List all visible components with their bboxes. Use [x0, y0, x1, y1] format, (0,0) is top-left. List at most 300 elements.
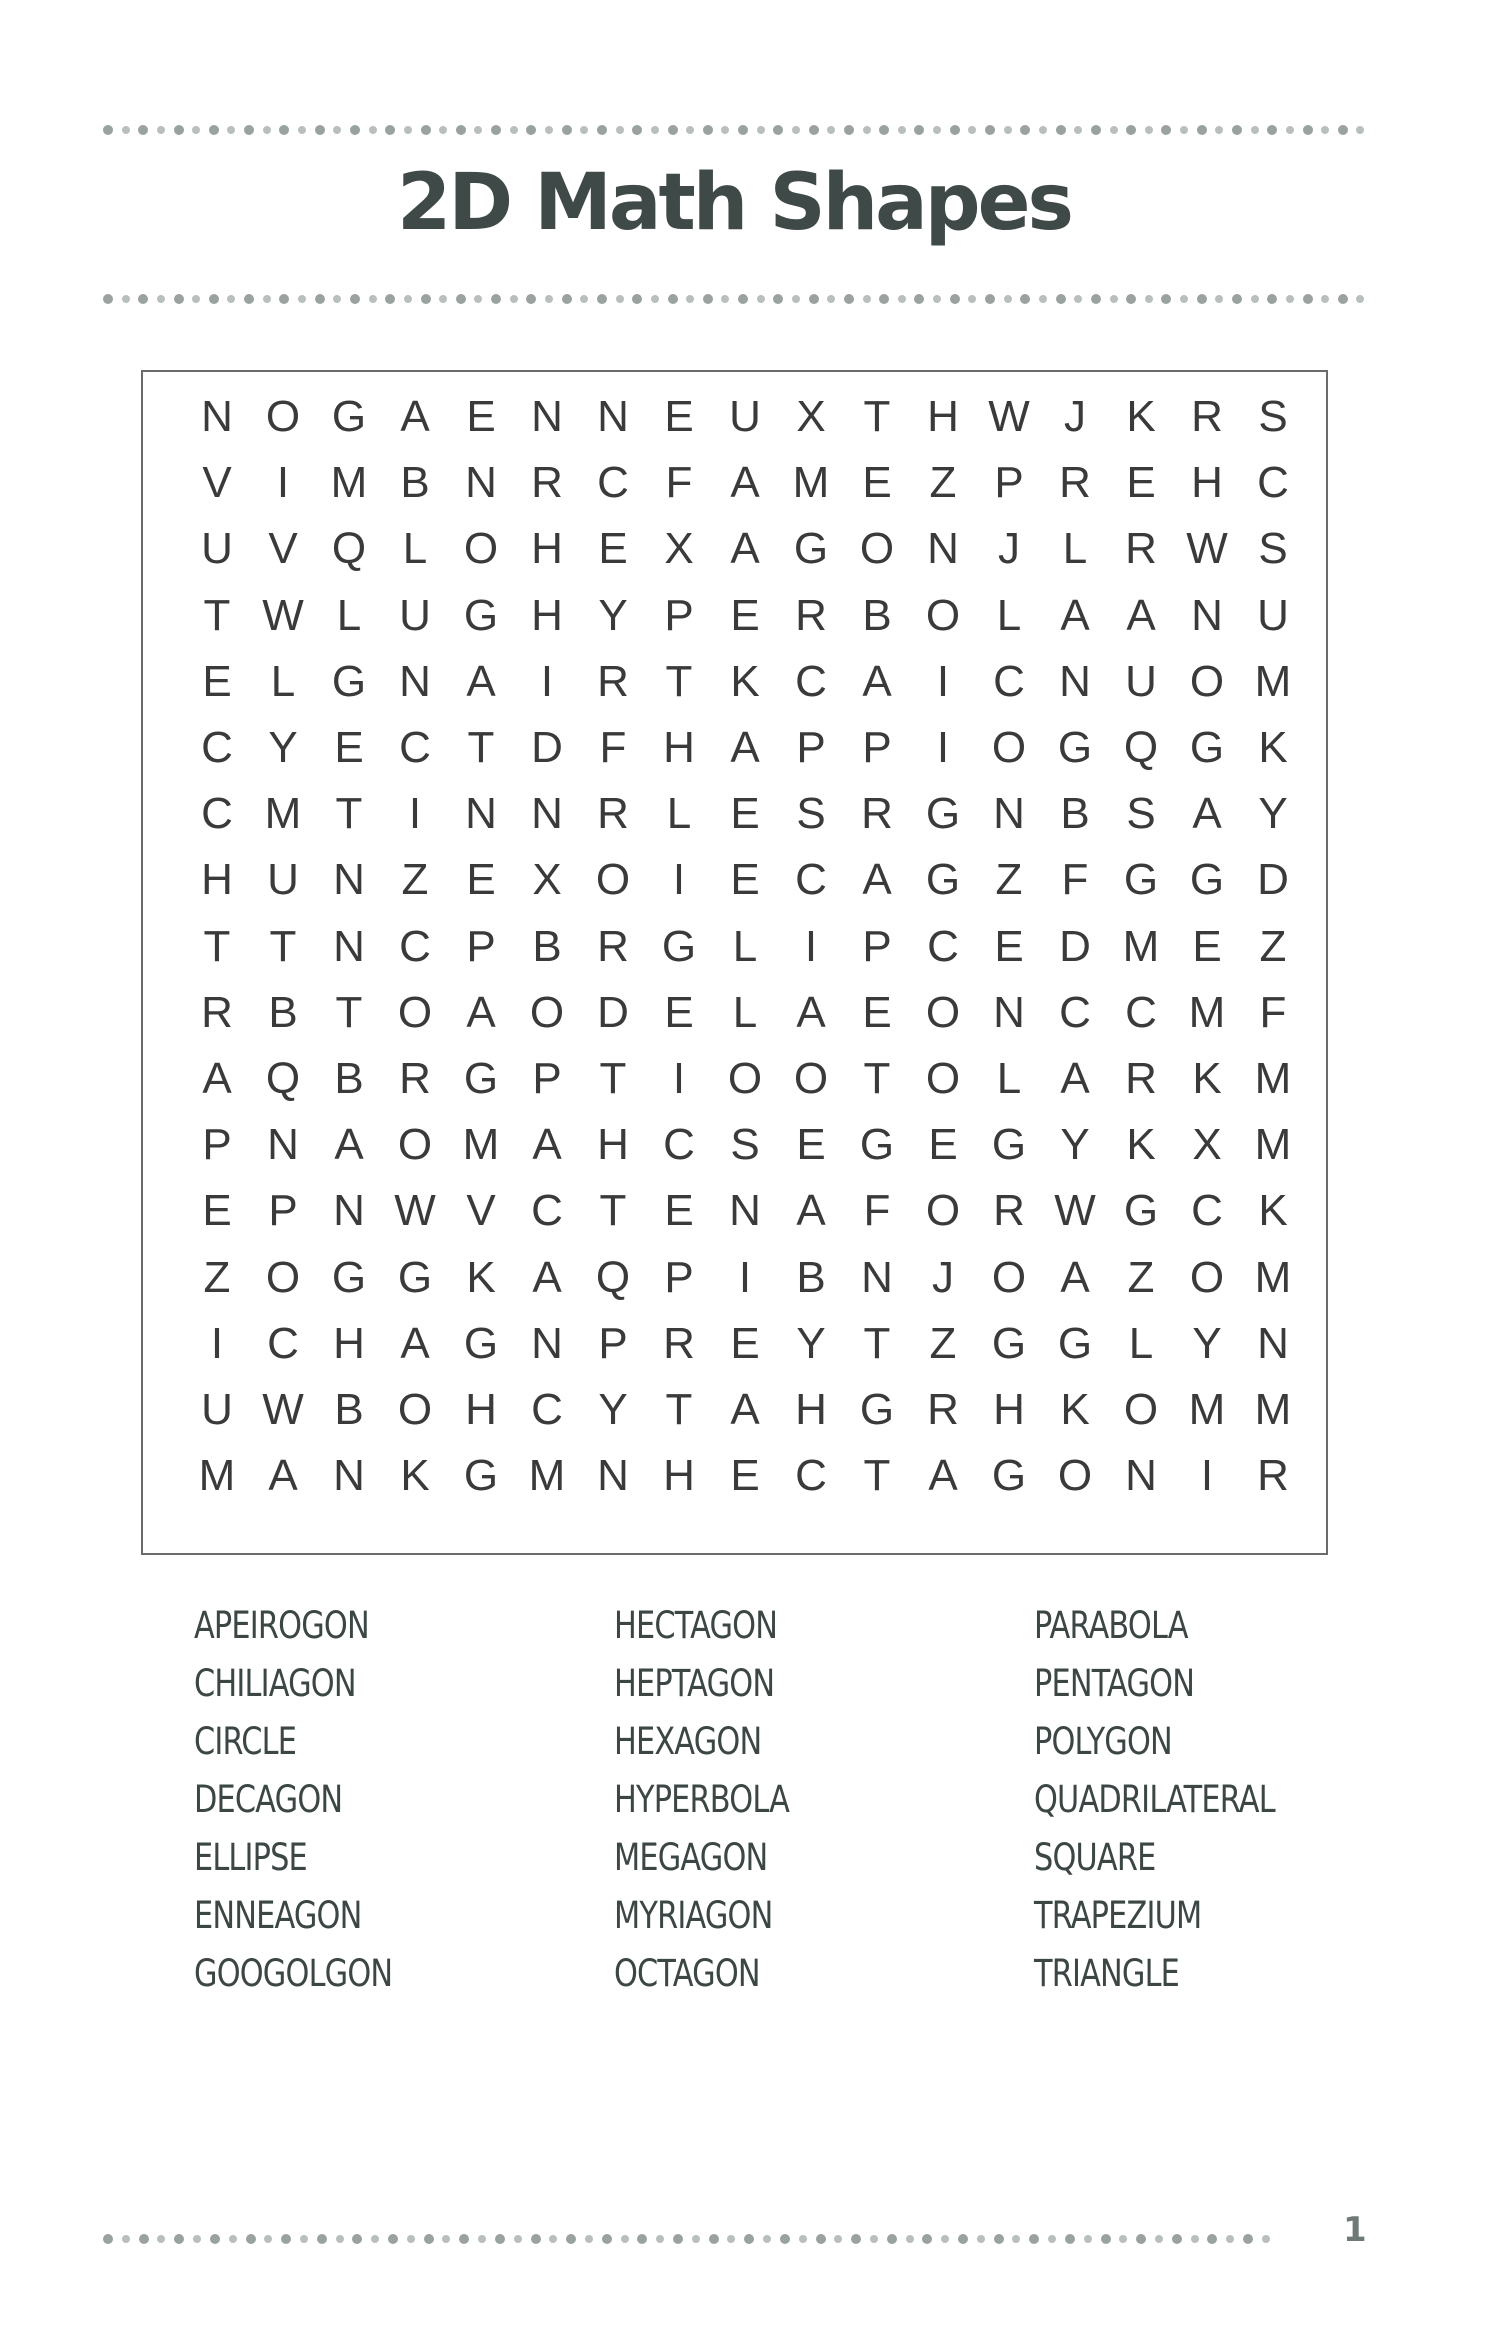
grid-letter[interactable]: C: [597, 458, 629, 508]
grid-letter[interactable]: Z: [401, 855, 429, 905]
grid-letter[interactable]: E: [730, 789, 760, 839]
grid-letter[interactable]: M: [1254, 1385, 1292, 1434]
grid-letter[interactable]: E: [664, 1186, 694, 1236]
grid-letter[interactable]: B: [334, 1385, 364, 1434]
grid-letter[interactable]: H: [993, 1385, 1025, 1434]
grid-letter[interactable]: I: [276, 458, 290, 508]
grid-letter[interactable]: O: [1189, 1252, 1225, 1302]
grid-letter[interactable]: H: [927, 392, 959, 441]
grid-letter[interactable]: H: [597, 1120, 629, 1170]
grid-letter[interactable]: G: [991, 1451, 1027, 1501]
grid-letter[interactable]: Y: [598, 590, 628, 640]
grid-letter[interactable]: T: [863, 392, 891, 441]
grid-letter[interactable]: F: [599, 723, 627, 772]
grid-letter[interactable]: W: [988, 392, 1030, 441]
grid-letter[interactable]: N: [1191, 590, 1223, 640]
grid-letter[interactable]: E: [862, 987, 892, 1037]
grid-letter[interactable]: A: [1192, 789, 1222, 839]
grid-letter[interactable]: C: [201, 789, 233, 839]
grid-letter[interactable]: A: [730, 723, 760, 772]
grid-letter[interactable]: O: [463, 524, 499, 574]
grid-letter[interactable]: S: [730, 1120, 760, 1170]
grid-letter[interactable]: E: [862, 458, 892, 508]
grid-letter[interactable]: M: [1254, 1120, 1292, 1170]
grid-letter[interactable]: K: [1060, 1385, 1090, 1434]
grid-letter[interactable]: G: [1189, 723, 1225, 772]
grid-letter[interactable]: W: [262, 590, 304, 640]
grid-letter[interactable]: A: [268, 1451, 298, 1501]
grid-letter[interactable]: N: [597, 392, 629, 441]
grid-letter[interactable]: G: [1123, 855, 1159, 905]
grid-letter[interactable]: N: [531, 392, 563, 441]
grid-letter[interactable]: M: [330, 458, 368, 508]
grid-letter[interactable]: W: [1186, 524, 1228, 574]
grid-letter[interactable]: N: [333, 921, 365, 971]
grid-letter[interactable]: A: [1126, 590, 1156, 640]
grid-letter[interactable]: T: [203, 590, 231, 640]
grid-letter[interactable]: R: [663, 1318, 695, 1368]
divider-dot: [1207, 2234, 1217, 2244]
grid-letter[interactable]: T: [665, 656, 693, 706]
grid-letter[interactable]: N: [399, 656, 431, 706]
grid-letter[interactable]: A: [862, 855, 892, 905]
grid-letter[interactable]: P: [532, 1054, 562, 1103]
grid-letter[interactable]: R: [399, 1054, 431, 1103]
grid-letter[interactable]: Y: [268, 723, 298, 772]
grid-letter[interactable]: L: [666, 789, 692, 839]
grid-letter[interactable]: I: [540, 656, 554, 706]
grid-letter[interactable]: K: [1258, 1186, 1288, 1236]
grid-letter[interactable]: O: [397, 1385, 433, 1434]
divider-dot: [933, 295, 941, 303]
grid-letter[interactable]: M: [1188, 987, 1226, 1037]
grid-letter[interactable]: O: [793, 1054, 829, 1103]
grid-letter[interactable]: N: [1257, 1318, 1289, 1368]
grid-letter[interactable]: J: [932, 1252, 954, 1302]
grid-letter[interactable]: T: [599, 1054, 627, 1103]
grid-letter[interactable]: Y: [796, 1318, 826, 1368]
grid-letter[interactable]: G: [1123, 1186, 1159, 1236]
grid-letter[interactable]: A: [532, 1120, 562, 1170]
grid-letter[interactable]: E: [730, 1318, 760, 1368]
grid-letter[interactable]: Y: [1192, 1318, 1222, 1368]
grid-letter[interactable]: U: [201, 1385, 233, 1434]
grid-letter[interactable]: O: [397, 987, 433, 1037]
grid-letter[interactable]: E: [1192, 921, 1222, 971]
divider-dot: [879, 294, 889, 304]
grid-letter[interactable]: U: [399, 590, 431, 640]
grid-letter[interactable]: E: [334, 723, 364, 772]
grid-letter[interactable]: G: [991, 1120, 1027, 1170]
grid-letter[interactable]: R: [795, 590, 827, 640]
grid-letter[interactable]: E: [994, 921, 1024, 971]
grid-letter[interactable]: N: [927, 524, 959, 574]
grid-letter[interactable]: C: [267, 1318, 299, 1368]
divider-dot: [103, 2234, 113, 2244]
grid-letter[interactable]: C: [795, 1451, 827, 1501]
grid-letter[interactable]: T: [269, 921, 297, 971]
grid-letter[interactable]: C: [531, 1186, 563, 1236]
grid-letter[interactable]: M: [1122, 921, 1160, 971]
grid-letter[interactable]: E: [202, 1186, 232, 1236]
grid-letter[interactable]: A: [466, 656, 496, 706]
grid-letter[interactable]: P: [796, 723, 826, 772]
grid-letter[interactable]: H: [531, 524, 563, 574]
grid-letter[interactable]: H: [333, 1318, 365, 1368]
grid-letter[interactable]: N: [465, 458, 497, 508]
grid-letter[interactable]: R: [1125, 524, 1157, 574]
grid-letter[interactable]: L: [996, 1054, 1022, 1103]
grid-letter[interactable]: K: [1258, 723, 1288, 772]
grid-letter[interactable]: V: [466, 1186, 496, 1236]
grid-letter[interactable]: A: [1060, 1252, 1090, 1302]
grid-letter[interactable]: K: [1126, 392, 1156, 441]
grid-letter[interactable]: G: [463, 590, 499, 640]
grid-letter[interactable]: Z: [929, 1318, 957, 1368]
grid-letter[interactable]: I: [936, 723, 950, 772]
grid-letter[interactable]: Q: [1123, 723, 1159, 772]
grid-letter[interactable]: X: [1192, 1120, 1222, 1170]
grid-letter[interactable]: M: [1188, 1385, 1226, 1434]
grid-letter[interactable]: O: [991, 723, 1027, 772]
grid-letter[interactable]: N: [993, 987, 1025, 1037]
grid-letter[interactable]: M: [1254, 1252, 1292, 1302]
grid-letter[interactable]: R: [1059, 458, 1091, 508]
grid-letter[interactable]: F: [863, 1186, 891, 1236]
grid-letter[interactable]: Y: [598, 1385, 628, 1434]
grid-letter[interactable]: K: [730, 656, 760, 706]
grid-letter[interactable]: E: [466, 855, 496, 905]
grid-letter[interactable]: T: [467, 723, 495, 772]
grid-letter[interactable]: H: [663, 1451, 695, 1501]
grid-letter[interactable]: G: [463, 1451, 499, 1501]
grid-letter[interactable]: H: [795, 1385, 827, 1434]
grid-letter[interactable]: Z: [203, 1252, 231, 1302]
grid-letter[interactable]: N: [333, 855, 365, 905]
grid-letter[interactable]: R: [1125, 1054, 1157, 1103]
grid-letter[interactable]: M: [264, 789, 302, 839]
grid-letter[interactable]: O: [529, 987, 565, 1037]
grid-letter[interactable]: S: [1258, 392, 1288, 441]
grid-letter[interactable]: A: [730, 458, 760, 508]
grid-letter[interactable]: M: [792, 458, 830, 508]
divider-dot: [985, 294, 995, 304]
grid-letter[interactable]: Z: [1259, 921, 1287, 971]
grid-letter[interactable]: E: [730, 1451, 760, 1501]
grid-letter[interactable]: R: [597, 921, 629, 971]
grid-letter[interactable]: U: [201, 524, 233, 574]
grid-letter[interactable]: A: [730, 524, 760, 574]
grid-letter[interactable]: G: [331, 1252, 367, 1302]
divider-dot: [1180, 126, 1188, 134]
grid-letter[interactable]: D: [1059, 921, 1091, 971]
grid-letter[interactable]: A: [862, 656, 892, 706]
grid-letter[interactable]: O: [397, 1120, 433, 1170]
grid-letter[interactable]: W: [394, 1186, 436, 1236]
grid-letter[interactable]: A: [1060, 1054, 1090, 1103]
grid-letter[interactable]: C: [795, 855, 827, 905]
grid-letter[interactable]: W: [262, 1385, 304, 1434]
divider-dot: [950, 294, 960, 304]
grid-letter[interactable]: H: [1191, 458, 1223, 508]
grid-letter[interactable]: Y: [1258, 789, 1288, 839]
grid-letter[interactable]: C: [531, 1385, 563, 1434]
grid-letter[interactable]: N: [531, 789, 563, 839]
grid-letter[interactable]: I: [672, 1054, 686, 1103]
grid-letter[interactable]: G: [463, 1054, 499, 1103]
grid-letter[interactable]: O: [859, 524, 895, 574]
grid-letter[interactable]: B: [334, 1054, 364, 1103]
grid-letter[interactable]: K: [1126, 1120, 1156, 1170]
grid-letter[interactable]: G: [925, 855, 961, 905]
grid-letter[interactable]: T: [599, 1186, 627, 1236]
grid-letter[interactable]: R: [1191, 392, 1223, 441]
grid-letter[interactable]: M: [1254, 1054, 1292, 1103]
grid-letter[interactable]: O: [1123, 1385, 1159, 1434]
grid-letter[interactable]: G: [991, 1318, 1027, 1368]
grid-letter[interactable]: J: [998, 524, 1020, 574]
grid-letter[interactable]: N: [729, 1186, 761, 1236]
grid-letter[interactable]: D: [1257, 855, 1289, 905]
grid-letter[interactable]: O: [991, 1252, 1027, 1302]
grid-letter[interactable]: A: [532, 1252, 562, 1302]
grid-letter[interactable]: H: [663, 723, 695, 772]
grid-letter[interactable]: I: [672, 855, 686, 905]
divider-dot: [863, 295, 871, 303]
grid-letter[interactable]: P: [994, 458, 1024, 508]
grid-letter[interactable]: A: [400, 392, 430, 441]
grid-letter[interactable]: F: [1259, 987, 1287, 1037]
grid-letter[interactable]: N: [1059, 656, 1091, 706]
grid-letter[interactable]: N: [465, 789, 497, 839]
grid-letter[interactable]: G: [331, 392, 367, 441]
grid-letter[interactable]: H: [465, 1385, 497, 1434]
grid-letter[interactable]: V: [268, 524, 298, 574]
grid-letter[interactable]: P: [862, 723, 892, 772]
grid-letter[interactable]: T: [863, 1318, 891, 1368]
grid-letter[interactable]: B: [1060, 789, 1090, 839]
grid-letter[interactable]: F: [1061, 855, 1089, 905]
grid-letter[interactable]: J: [1064, 392, 1086, 441]
grid-letter[interactable]: A: [334, 1120, 364, 1170]
grid-letter[interactable]: G: [463, 1318, 499, 1368]
grid-letter[interactable]: B: [862, 590, 892, 640]
grid-letter[interactable]: L: [336, 590, 362, 640]
grid-letter[interactable]: B: [268, 987, 298, 1037]
grid-letter[interactable]: O: [1189, 656, 1225, 706]
grid-letter[interactable]: M: [462, 1120, 500, 1170]
grid-letter[interactable]: E: [796, 1120, 826, 1170]
grid-letter[interactable]: L: [732, 987, 758, 1037]
divider-dot: [686, 295, 694, 303]
grid-letter[interactable]: V: [202, 458, 232, 508]
grid-letter[interactable]: L: [1062, 524, 1088, 574]
grid-letter[interactable]: A: [796, 1186, 826, 1236]
grid-letter[interactable]: N: [993, 789, 1025, 839]
grid-letter[interactable]: I: [738, 1252, 752, 1302]
grid-letter[interactable]: S: [796, 789, 826, 839]
grid-letter[interactable]: C: [795, 656, 827, 706]
grid-letter[interactable]: I: [1200, 1451, 1214, 1501]
grid-letter[interactable]: G: [859, 1120, 895, 1170]
grid-letter[interactable]: C: [399, 921, 431, 971]
grid-letter[interactable]: P: [664, 590, 694, 640]
grid-letter[interactable]: A: [466, 987, 496, 1037]
grid-letter[interactable]: X: [664, 524, 694, 574]
grid-letter[interactable]: N: [531, 1318, 563, 1368]
grid-letter[interactable]: T: [863, 1054, 891, 1103]
grid-letter[interactable]: P: [202, 1120, 232, 1170]
grid-letter[interactable]: E: [1126, 458, 1156, 508]
grid-letter[interactable]: A: [730, 1385, 760, 1434]
grid-letter[interactable]: B: [796, 1252, 826, 1302]
grid-letter[interactable]: C: [1059, 987, 1091, 1037]
grid-letter[interactable]: E: [730, 855, 760, 905]
grid-letter[interactable]: G: [661, 921, 697, 971]
grid-letter[interactable]: G: [1189, 855, 1225, 905]
grid-letter[interactable]: L: [996, 590, 1022, 640]
grid-letter[interactable]: O: [727, 1054, 763, 1103]
grid-letter[interactable]: R: [861, 789, 893, 839]
grid-letter[interactable]: K: [400, 1451, 430, 1501]
grid-letter[interactable]: N: [597, 1451, 629, 1501]
grid-letter[interactable]: R: [597, 789, 629, 839]
grid-letter[interactable]: Z: [1127, 1252, 1155, 1302]
grid-letter[interactable]: A: [1060, 590, 1090, 640]
grid-letter[interactable]: C: [1125, 987, 1157, 1037]
grid-letter[interactable]: I: [210, 1318, 224, 1368]
grid-letter[interactable]: E: [928, 1120, 958, 1170]
grid-letter[interactable]: L: [1128, 1318, 1154, 1368]
grid-letter[interactable]: T: [203, 921, 231, 971]
grid-letter[interactable]: E: [664, 987, 694, 1037]
grid-letter[interactable]: W: [1054, 1186, 1096, 1236]
grid-letter[interactable]: G: [1057, 1318, 1093, 1368]
grid-letter[interactable]: A: [796, 987, 826, 1037]
grid-letter[interactable]: U: [1125, 656, 1157, 706]
grid-letter[interactable]: E: [730, 590, 760, 640]
grid-letter[interactable]: Z: [995, 855, 1023, 905]
grid-letter[interactable]: M: [198, 1451, 236, 1501]
grid-letter[interactable]: E: [202, 656, 232, 706]
grid-letter[interactable]: T: [335, 987, 363, 1037]
grid-letter[interactable]: K: [1192, 1054, 1222, 1103]
grid-letter[interactable]: G: [793, 524, 829, 574]
grid-letter[interactable]: K: [466, 1252, 496, 1302]
grid-letter[interactable]: Q: [265, 1054, 301, 1103]
grid-letter[interactable]: R: [993, 1186, 1025, 1236]
grid-letter[interactable]: P: [598, 1318, 628, 1368]
grid-letter[interactable]: N: [1125, 1451, 1157, 1501]
grid-letter[interactable]: T: [335, 789, 363, 839]
grid-letter[interactable]: H: [201, 855, 233, 905]
grid-letter[interactable]: R: [1257, 1451, 1289, 1501]
divider-dot: [1012, 2235, 1020, 2243]
grid-letter[interactable]: G: [397, 1252, 433, 1302]
grid-letter[interactable]: B: [400, 458, 430, 508]
grid-letter[interactable]: P: [466, 921, 496, 971]
grid-letter[interactable]: R: [927, 1385, 959, 1434]
grid-letter[interactable]: G: [925, 789, 961, 839]
grid-letter[interactable]: Q: [331, 524, 367, 574]
grid-letter[interactable]: C: [1257, 458, 1289, 508]
grid-letter[interactable]: C: [993, 656, 1025, 706]
grid-letter[interactable]: U: [267, 855, 299, 905]
grid-letter[interactable]: L: [732, 921, 758, 971]
grid-letter[interactable]: A: [202, 1054, 232, 1103]
grid-letter[interactable]: M: [528, 1451, 566, 1501]
grid-letter[interactable]: C: [927, 921, 959, 971]
grid-letter[interactable]: C: [1191, 1186, 1223, 1236]
grid-letter[interactable]: P: [664, 1252, 694, 1302]
grid-letter[interactable]: E: [598, 524, 628, 574]
grid-letter[interactable]: G: [331, 656, 367, 706]
grid-letter[interactable]: D: [531, 723, 563, 772]
grid-letter[interactable]: U: [729, 392, 761, 441]
grid-letter[interactable]: C: [201, 723, 233, 772]
grid-letter[interactable]: D: [597, 987, 629, 1037]
top-dotted-divider: [103, 122, 1365, 138]
grid-letter[interactable]: Y: [1060, 1120, 1090, 1170]
grid-letter[interactable]: S: [1258, 524, 1288, 574]
grid-letter[interactable]: U: [1257, 590, 1289, 640]
grid-letter[interactable]: O: [595, 855, 631, 905]
grid-letter[interactable]: O: [1057, 1451, 1093, 1501]
grid-letter[interactable]: E: [664, 392, 694, 441]
grid-letter[interactable]: C: [399, 723, 431, 772]
grid-letter[interactable]: O: [925, 590, 961, 640]
grid-letter[interactable]: B: [532, 921, 562, 971]
grid-letter[interactable]: O: [265, 392, 301, 441]
grid-letter[interactable]: O: [925, 1054, 961, 1103]
grid-letter[interactable]: A: [928, 1451, 958, 1501]
grid-letter[interactable]: T: [665, 1385, 693, 1434]
grid-letter[interactable]: T: [863, 1451, 891, 1501]
grid-letter[interactable]: S: [1126, 789, 1156, 839]
grid-letter[interactable]: A: [400, 1318, 430, 1368]
grid-letter[interactable]: I: [408, 789, 422, 839]
grid-letter[interactable]: O: [265, 1252, 301, 1302]
grid-letter[interactable]: H: [531, 590, 563, 640]
grid-letter[interactable]: X: [532, 855, 562, 905]
grid-letter[interactable]: N: [333, 1186, 365, 1236]
grid-letter[interactable]: P: [268, 1186, 298, 1236]
grid-letter[interactable]: N: [267, 1120, 299, 1170]
grid-letter[interactable]: L: [402, 524, 428, 574]
grid-letter[interactable]: E: [466, 392, 496, 441]
grid-letter[interactable]: Q: [595, 1252, 631, 1302]
grid-letter[interactable]: M: [1254, 656, 1292, 706]
grid-letter[interactable]: I: [804, 921, 818, 971]
grid-letter[interactable]: O: [925, 987, 961, 1037]
grid-letter[interactable]: I: [936, 656, 950, 706]
grid-letter[interactable]: G: [1057, 723, 1093, 772]
grid-letter[interactable]: Z: [929, 458, 957, 508]
grid-letter[interactable]: G: [859, 1385, 895, 1434]
grid-letter[interactable]: C: [663, 1120, 695, 1170]
grid-letter[interactable]: N: [201, 392, 233, 441]
grid-letter[interactable]: X: [796, 392, 826, 441]
grid-letter[interactable]: P: [862, 921, 892, 971]
grid-letter[interactable]: O: [925, 1186, 961, 1236]
grid-letter[interactable]: R: [597, 656, 629, 706]
grid-letter[interactable]: N: [333, 1451, 365, 1501]
grid-letter[interactable]: R: [201, 987, 233, 1037]
grid-letter[interactable]: R: [531, 458, 563, 508]
grid-letter[interactable]: N: [861, 1252, 893, 1302]
grid-letter[interactable]: F: [665, 458, 693, 508]
grid-letter[interactable]: L: [270, 656, 296, 706]
